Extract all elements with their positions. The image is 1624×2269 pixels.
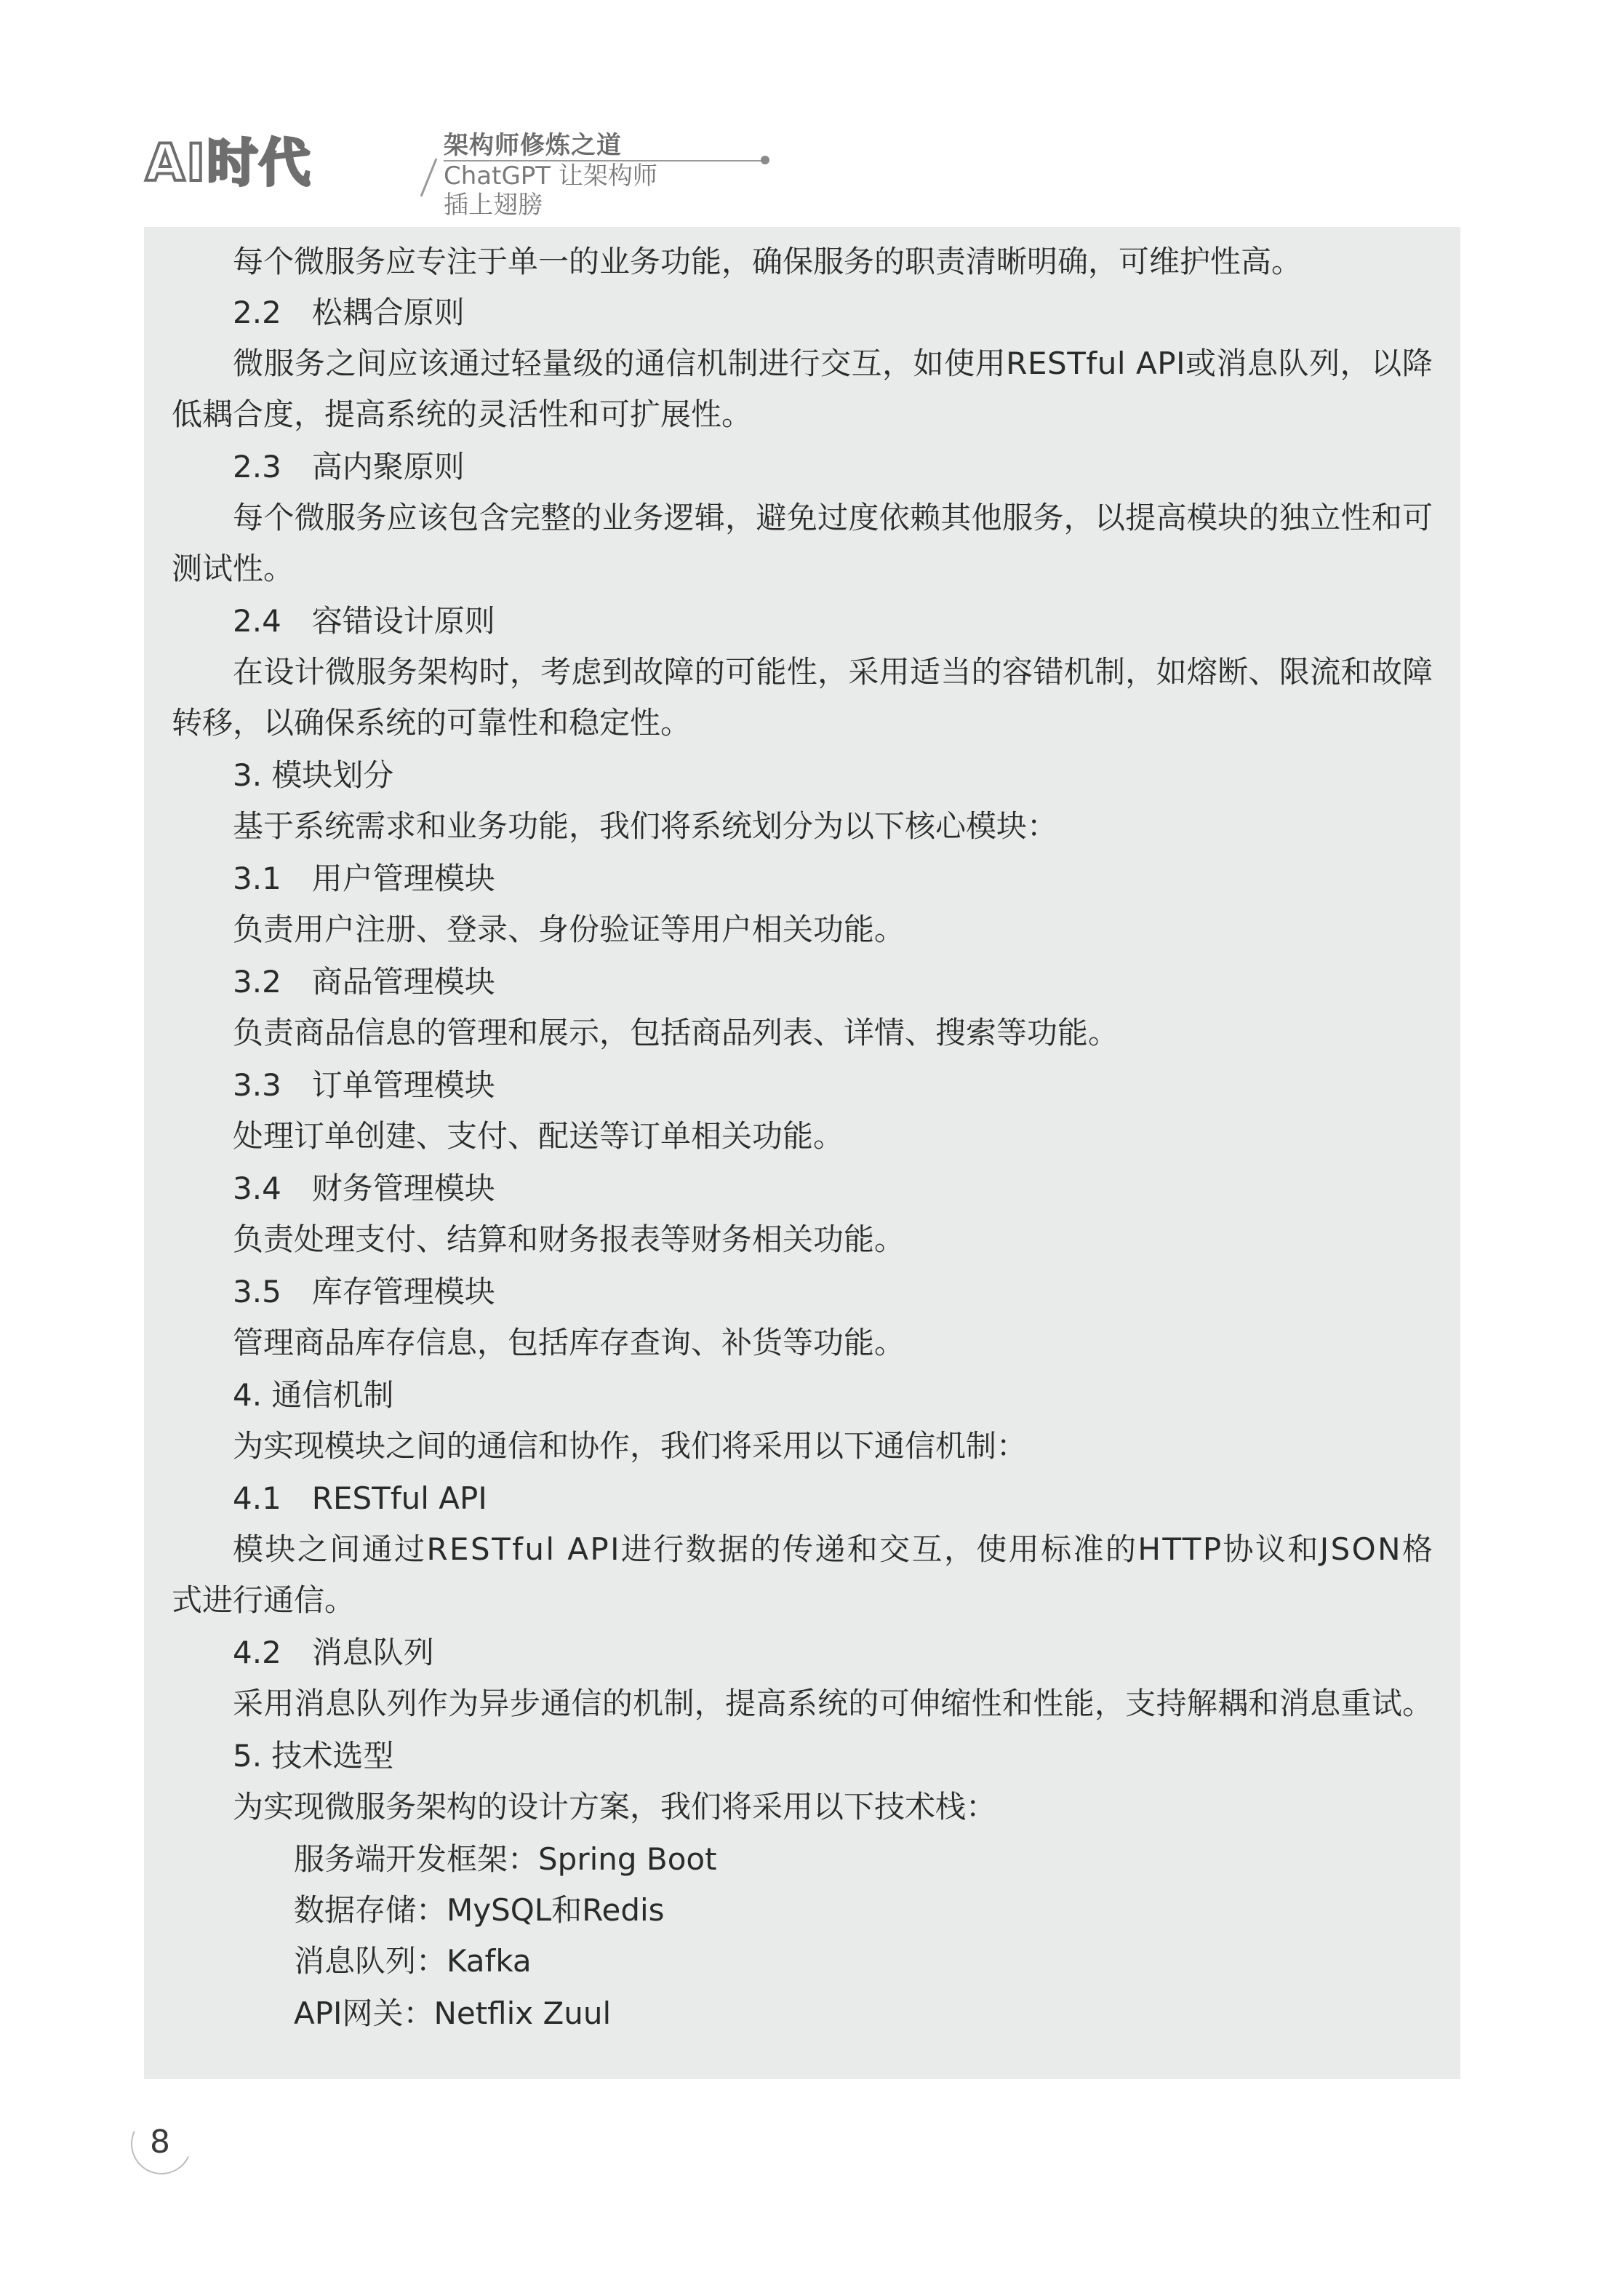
series-logo: AI时代 (145, 133, 312, 193)
header-dot (761, 156, 769, 164)
text-line: 基于系统需求和业务功能，我们将系统划分为以下核心模块： (233, 808, 1058, 844)
text-line: 采用消息队列作为异步通信的机制，提高系统的可伸缩性和性能，支持解耦和消息重试。 (233, 1686, 1433, 1721)
text-line: 低耦合度，提高系统的灵活性和可扩展性。 (172, 396, 753, 432)
section-heading: 4. 通信机制 (233, 1377, 394, 1413)
section-heading: 3. 模块划分 (233, 757, 394, 793)
text-line: 微服务之间应该通过轻量级的通信机制进行交互，如使用RESTful API或消息队列，以降 (233, 346, 1433, 381)
section-heading: 2.4 容错设计原则 (233, 603, 495, 639)
text-line: 为实现模块之间的通信和协作，我们将采用以下通信机制： (233, 1428, 1028, 1464)
section-heading: 3.4 财务管理模块 (233, 1171, 495, 1206)
running-header (145, 124, 669, 220)
tech-stack-item: 数据存储：MySQL和Redis (294, 1892, 665, 1928)
section-heading: 2.2 松耦合原则 (233, 295, 465, 330)
section-heading: 3.5 库存管理模块 (233, 1274, 495, 1309)
text-line: 在设计微服务架构时，考虑到故障的可能性，采用适当的容错机制，如熔断、限流和故障 (233, 654, 1433, 690)
text-line: 负责商品信息的管理和展示，包括商品列表、详情、搜索等功能。 (233, 1015, 1119, 1050)
section-heading: 5. 技术选型 (233, 1738, 394, 1774)
book-subtitle: ChatGPT 让架构师插上翅膀 (444, 161, 657, 220)
section-heading: 4.2 消息队列 (233, 1635, 434, 1670)
text-line: 为实现微服务架构的设计方案，我们将采用以下技术栈： (233, 1789, 997, 1825)
text-line: 处理订单创建、支付、配送等订单相关功能。 (233, 1118, 844, 1154)
text-line: 测试性。 (172, 551, 295, 586)
content-panel (144, 227, 1460, 2079)
section-heading: 3.1 用户管理模块 (233, 861, 495, 896)
section-heading: 3.3 订单管理模块 (233, 1067, 495, 1103)
text-line: 负责用户注册、登录、身份验证等用户相关功能。 (233, 912, 905, 947)
section-heading: 2.3 高内聚原则 (233, 449, 465, 484)
series-title: 架构师修炼之道 (444, 131, 622, 160)
text-line: 每个微服务应专注于单一的业务功能，确保服务的职责清晰明确，可维护性高。 (233, 244, 1303, 279)
text-line: 转移，以确保系统的可靠性和稳定性。 (172, 705, 692, 741)
text-line: 模块之间通过RESTful API进行数据的传递和交互，使用标准的HTTP协议和JSON格 (233, 1531, 1435, 1567)
text-line: 管理商品库存信息，包括库存查询、补货等功能。 (233, 1325, 905, 1360)
header-slash (420, 158, 438, 196)
tech-stack-item: 服务端开发框架：Spring Boot (294, 1841, 717, 1877)
text-line: 负责处理支付、结算和财务报表等财务相关功能。 (233, 1221, 905, 1257)
page-number: 8 (150, 2124, 170, 2161)
section-heading: 3.2 商品管理模块 (233, 964, 495, 1000)
section-heading: 4.1 RESTful API (233, 1480, 487, 1516)
text-line: 每个微服务应该包含完整的业务逻辑，避免过度依赖其他服务，以提高模块的独立性和可 (233, 500, 1433, 535)
text-line: 式进行通信。 (172, 1582, 356, 1618)
tech-stack-item: API网关：Netflix Zuul (294, 1995, 612, 2031)
tech-stack-item: 消息队列：Kafka (294, 1943, 532, 1979)
